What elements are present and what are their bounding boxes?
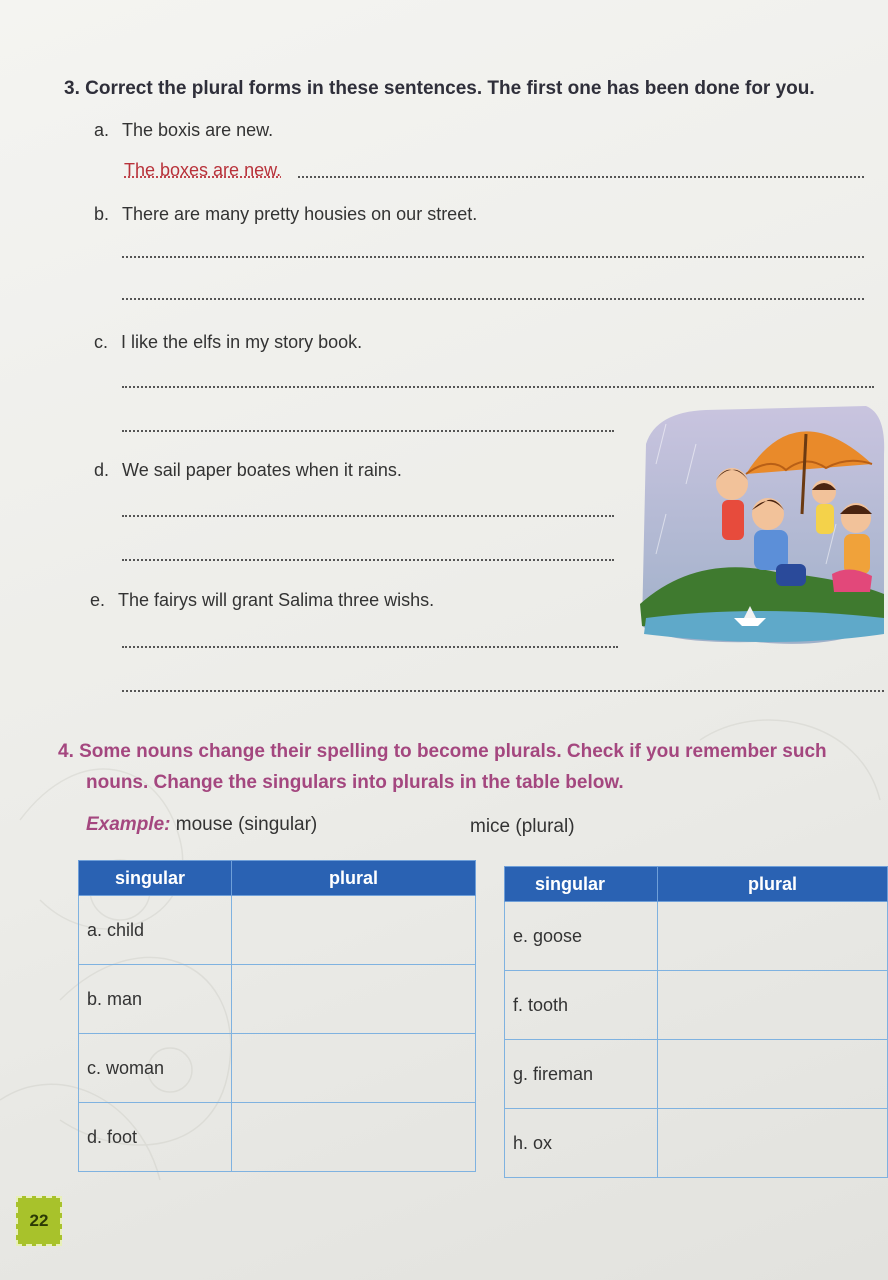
answer-line-c2[interactable] xyxy=(122,430,614,432)
item-e xyxy=(90,590,434,611)
plural-answer-cell[interactable] xyxy=(232,896,476,965)
item-letter: a. xyxy=(94,120,110,140)
table-row xyxy=(79,1103,476,1172)
question-4-heading-line1: 4. Some nouns change their spelling to become plurals. Check if you remember such xyxy=(58,741,827,762)
table-row xyxy=(505,971,888,1040)
item-letter: b. xyxy=(94,204,110,224)
answer-line-d1[interactable] xyxy=(122,515,614,517)
item-a xyxy=(94,120,273,141)
plural-header: plural xyxy=(658,867,888,902)
plural-answer-cell[interactable] xyxy=(232,1103,476,1172)
item-text: There are many pretty housies on our street. xyxy=(122,204,478,224)
item-letter: e. xyxy=(90,590,106,610)
example-plural: mice (plural) xyxy=(470,816,575,837)
singular-cell: a. child xyxy=(79,896,232,965)
item-letter: c. xyxy=(94,332,109,352)
example-row xyxy=(86,814,317,836)
table-row xyxy=(79,1034,476,1103)
answer-line-c1[interactable] xyxy=(122,386,874,388)
answer-line-d2[interactable] xyxy=(122,559,614,561)
item-d xyxy=(94,460,402,481)
plural-answer-cell[interactable] xyxy=(658,1109,888,1178)
item-text: I like the elfs in my story book. xyxy=(121,332,363,352)
item-letter: d. xyxy=(94,460,110,480)
answer-line-a[interactable] xyxy=(298,176,864,178)
singular-cell: h. ox xyxy=(505,1109,658,1178)
answer-line-e1[interactable] xyxy=(122,646,618,648)
question-4-heading xyxy=(58,736,884,798)
table-row xyxy=(505,902,888,971)
table-row xyxy=(505,1109,888,1178)
item-b xyxy=(94,204,477,225)
plural-header: plural xyxy=(232,861,476,896)
singular-cell: d. foot xyxy=(79,1103,232,1172)
singular-cell: b. man xyxy=(79,965,232,1034)
plural-table-left xyxy=(78,860,476,1172)
plural-answer-cell[interactable] xyxy=(658,902,888,971)
plural-answer-cell[interactable] xyxy=(232,965,476,1034)
question-3-heading: 3. Correct the plural forms in these sentences. The first one has been done for you. xyxy=(64,78,815,99)
example-label: Example: xyxy=(86,814,171,835)
singular-cell: c. woman xyxy=(79,1034,232,1103)
singular-header: singular xyxy=(79,861,232,896)
children-umbrella-illustration xyxy=(636,404,886,650)
plural-answer-cell[interactable] xyxy=(658,971,888,1040)
singular-cell: f. tooth xyxy=(505,971,658,1040)
page-number-badge: 22 xyxy=(16,1196,62,1246)
plural-answer-cell[interactable] xyxy=(658,1040,888,1109)
example-singular: mouse (singular) xyxy=(175,814,318,835)
answer-line-b1[interactable] xyxy=(122,256,864,258)
item-text: The boxis are new. xyxy=(122,120,274,140)
item-text: We sail paper boates when it rains. xyxy=(122,460,402,480)
plural-answer-cell[interactable] xyxy=(232,1034,476,1103)
example-answer: The boxes are new. xyxy=(124,160,282,180)
singular-cell: g. fireman xyxy=(505,1040,658,1109)
item-text: The fairys will grant Salima three wishs. xyxy=(118,590,435,610)
table-row xyxy=(79,965,476,1034)
table-row xyxy=(79,896,476,965)
answer-line-b2[interactable] xyxy=(122,298,864,300)
question-4-heading-line2: nouns. Change the singulars into plurals in the table below. xyxy=(86,772,624,793)
table-row xyxy=(505,1040,888,1109)
answer-line-e2[interactable] xyxy=(122,690,884,692)
singular-header: singular xyxy=(505,867,658,902)
singular-cell: e. goose xyxy=(505,902,658,971)
plural-table-right xyxy=(504,866,888,1178)
item-c xyxy=(94,332,362,353)
